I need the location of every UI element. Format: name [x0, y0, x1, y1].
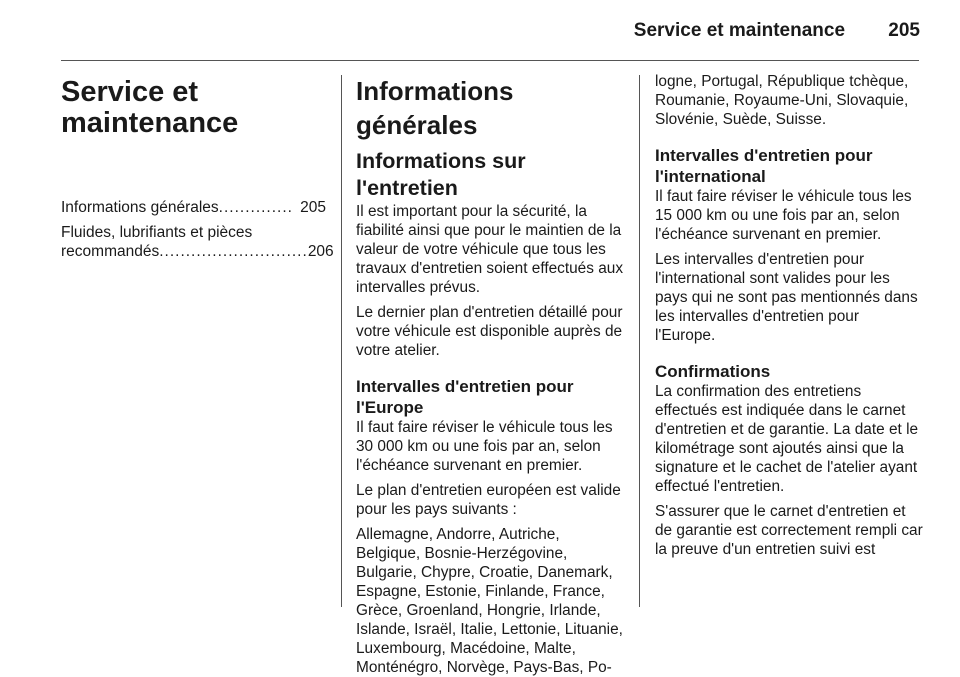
toc-entry-page: 206 — [307, 243, 334, 260]
section-title: Informations générales — [356, 76, 514, 140]
paragraph: S'assurer que le carnet d'entretien et de garantie est correctement rempli car la preuve d'un entretien suivi est — [655, 503, 923, 558]
paragraph: La confirmation des entretiens effectués est indiquée dans le carnet d'entretien et de garantie. La date et le kilométrage sont ajoutés ainsi que la signature et le cachet de l'atelier ayant effectué l'entretien. — [655, 383, 919, 495]
paragraph: Il faut faire réviser le véhicule tous les 15 000 km ou une fois par an, selon l'échéance survenant en premier. — [655, 188, 912, 243]
toc-leader-dots: .............. — [218, 199, 293, 216]
paragraph: Il faut faire réviser le véhicule tous les 30 000 km ou une fois par an, selon l'échéance survenant en premier. — [356, 419, 613, 474]
country-list-cont: logne, Portugal, République tchèque, Roumanie, Royaume-Uni, Slovaquie, Slovénie, Suède, Suisse. — [655, 73, 909, 128]
toc-entry[interactable] — [61, 223, 334, 261]
chapter-toc — [61, 198, 334, 261]
europe-heading: Intervalles d'entretien pour l'Europe — [356, 377, 574, 417]
column-divider-1 — [341, 75, 342, 607]
toc-entry-label: Informations générales — [61, 199, 219, 216]
paragraph: Le plan d'entretien européen est valide pour les pays suivants : — [356, 482, 621, 518]
chapter-title-line1: Service et — [61, 76, 199, 108]
chapter-column — [61, 72, 334, 267]
country-list: Allemagne, Andorre, Autriche, Belgique, Bosnie-Herzégovine, Bulgarie, Chypre, Croatie, Danemark, Espagne, Estonie, Finlande, France, Grèce, Groenland, Hongrie, Irlande, Islande, Israël, Italie, Lettonie, Lituanie, Luxembourg, Macédoine, Malte, Monténégro, Norvège, Pays-Bas, Po- — [356, 526, 623, 676]
toc-entry-label: Fluides, lubrifiants et pièces — [61, 224, 253, 241]
page-number: 205 — [888, 20, 920, 41]
paragraph: Les intervalles d'entretien pour l'international sont valides pour les pays qui ne sont pas mentionnés dans les intervalles d'entretien pour l'Europe. — [655, 251, 918, 344]
header-rule — [61, 60, 919, 61]
international-heading: Intervalles d'entretien pour l'international — [655, 146, 873, 186]
confirmations-heading: Confirmations — [655, 362, 771, 381]
running-head — [634, 20, 920, 42]
content-column-2 — [356, 72, 624, 677]
paragraph: Il est important pour la sécurité, la fiabilité ainsi que pour le maintien de la valeur de votre véhicule que tous les travaux d'entretien soient effectués aux intervalles prévus. — [356, 203, 624, 296]
toc-entry[interactable] — [61, 198, 326, 217]
toc-entry-label-cont: recommandés — [61, 243, 160, 260]
paragraph: Le dernier plan d'entretien détaillé pour votre véhicule est disponible auprès de votre atelier. — [356, 304, 623, 359]
chapter-title-line2: maintenance — [61, 107, 239, 139]
chapter-title — [61, 77, 326, 139]
column-divider-2 — [639, 75, 640, 607]
subsection-title: Informations sur l'entretien — [356, 149, 526, 200]
running-head-title: Service et maintenance — [633, 20, 846, 41]
content-column-3 — [655, 72, 923, 559]
toc-leader-dots: ............................ — [159, 243, 308, 260]
toc-entry-page: 205 — [300, 199, 326, 216]
